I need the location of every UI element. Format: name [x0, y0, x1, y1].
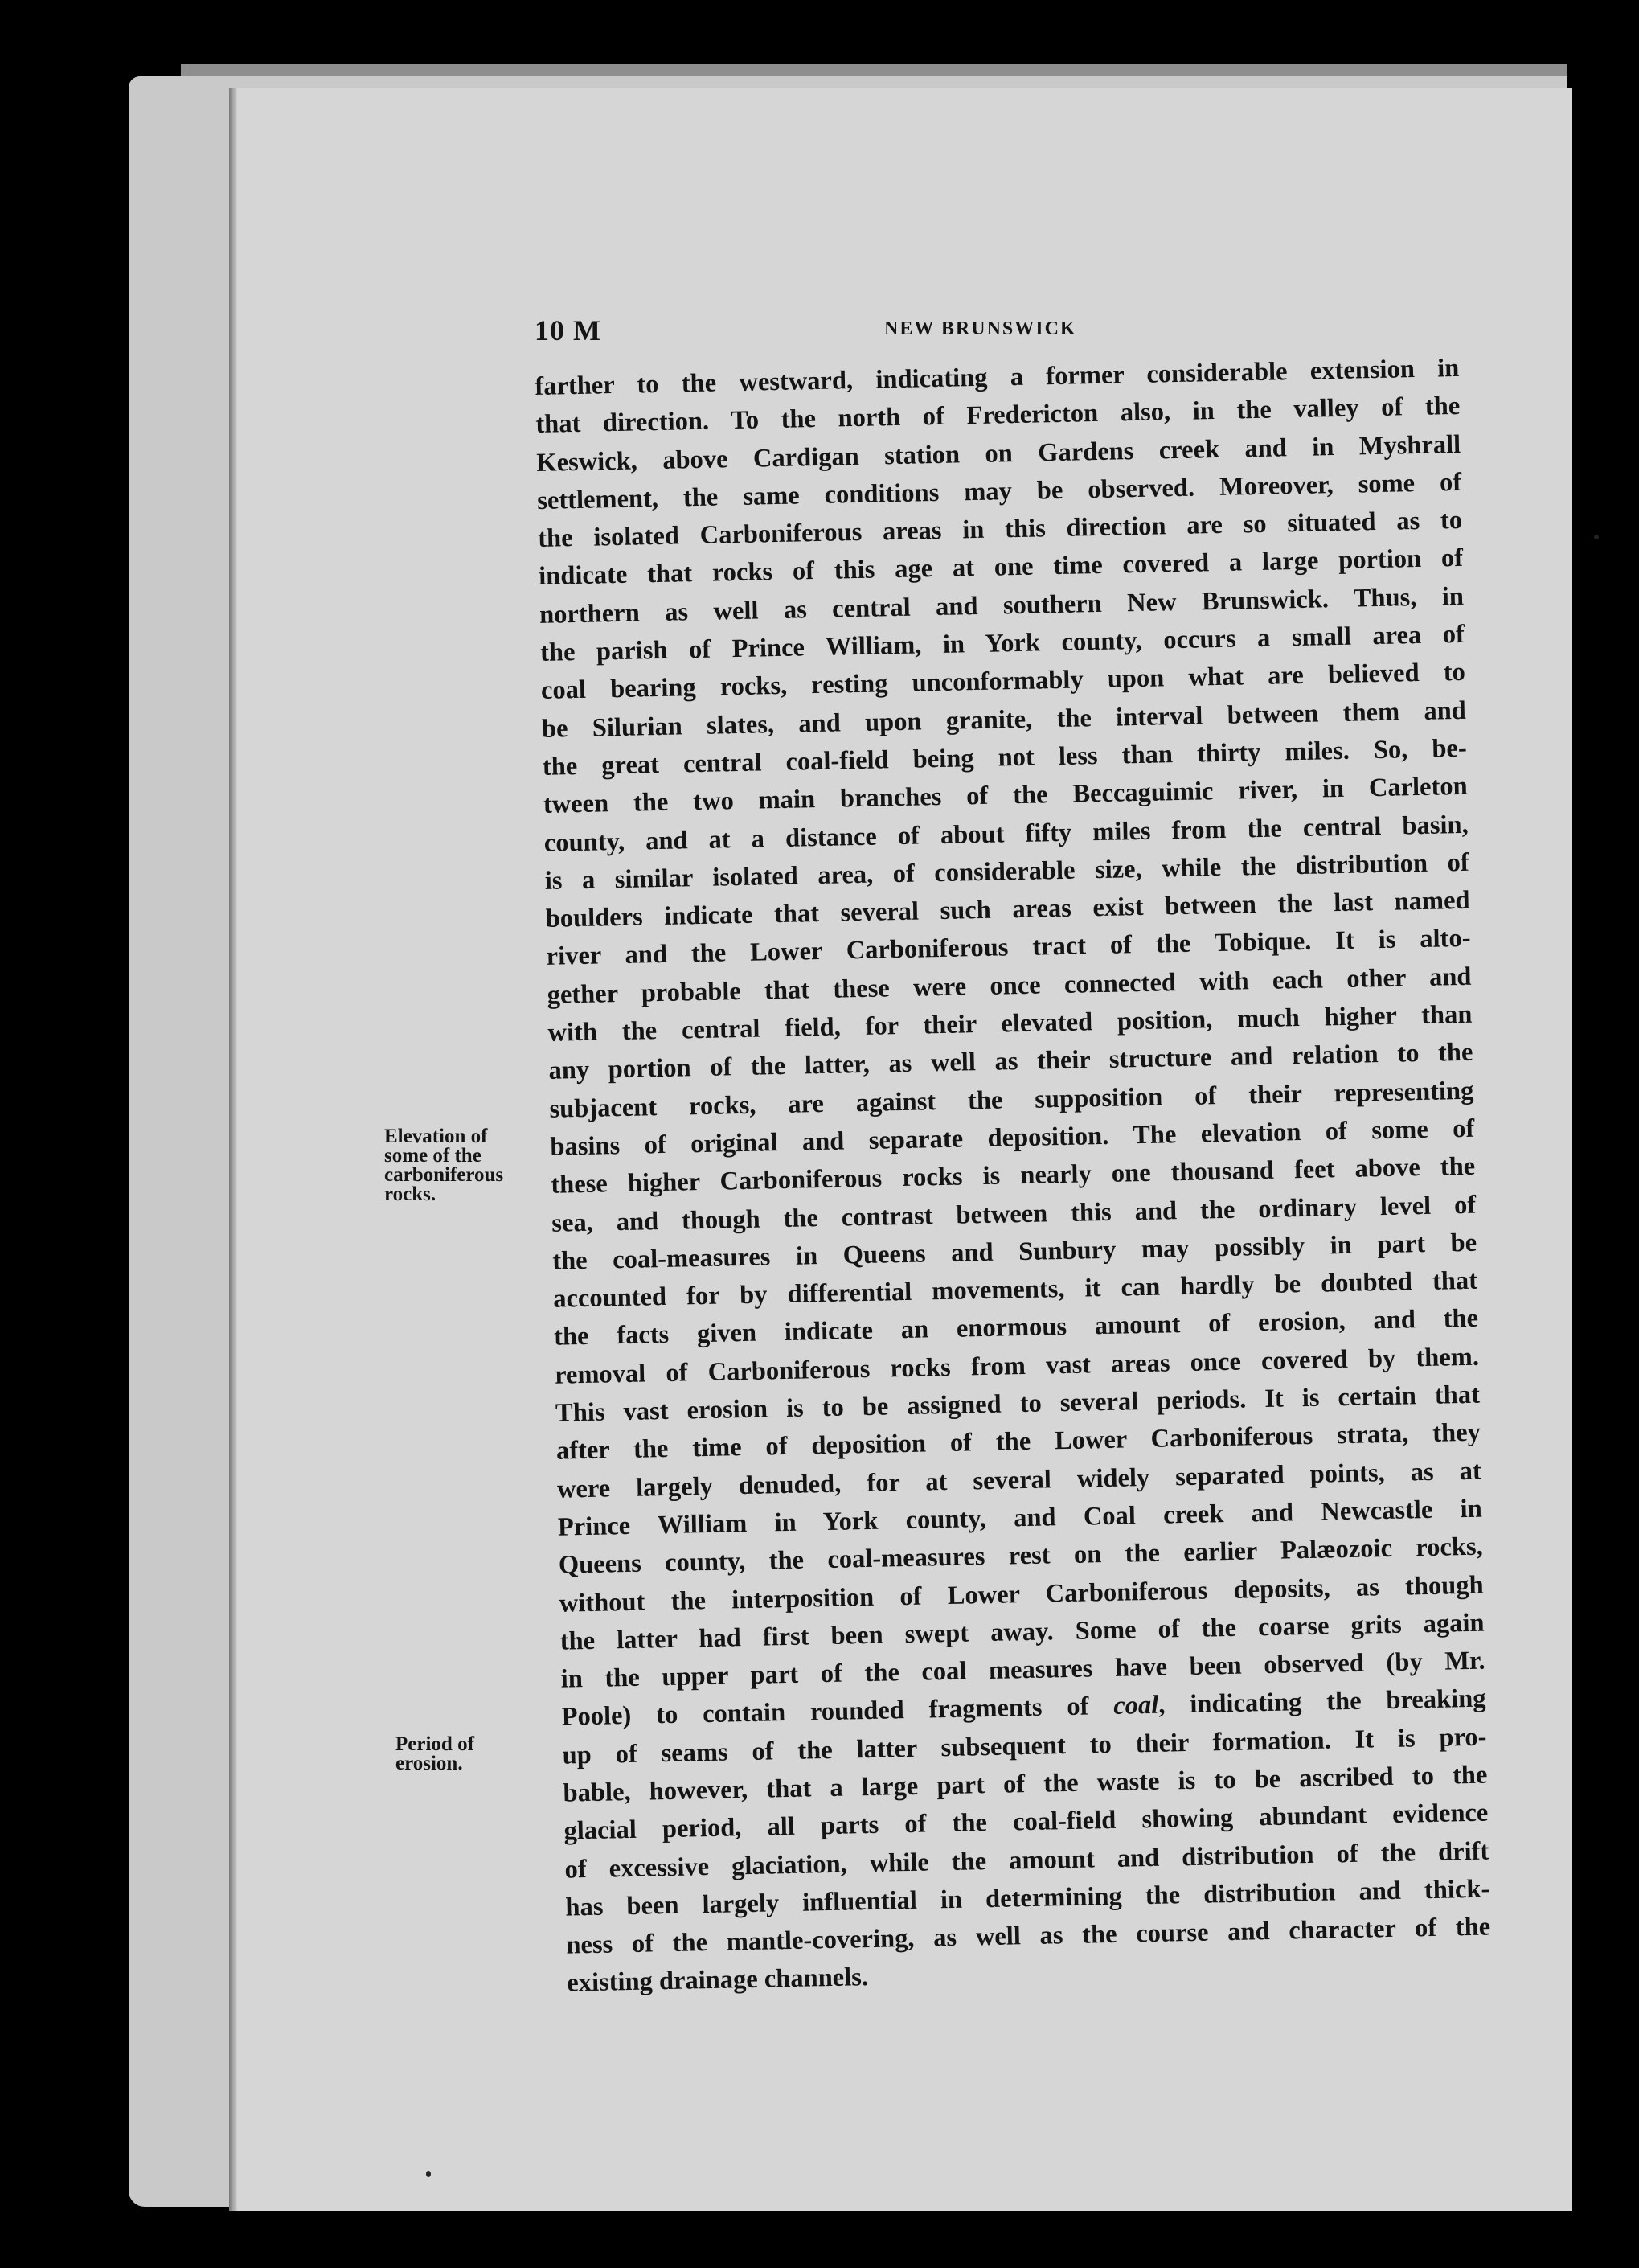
- text-line: tween the two main branches of the Beccaguimic river, in Carleton: [543, 772, 1469, 820]
- text-line: the coal-measures in Queens and Sunbury may possibly in part be: [551, 1228, 1477, 1276]
- margin-note-line: Period of: [395, 1733, 474, 1755]
- text-line: be Silurian slates, and upon granite, the interval between them and: [541, 695, 1467, 744]
- text-line: ness of the mantle-covering, as well as the course and character of the: [566, 1912, 1491, 1960]
- text-line: gether probable that these were once connected with each other and: [547, 962, 1472, 1010]
- margin-note-line: erosion.: [395, 1753, 463, 1774]
- text-line: accounted for by differential movements, it can hardly be doubted that: [552, 1265, 1478, 1314]
- text-line: after the time of deposition of the Lower Carboniferous strata, they: [555, 1417, 1481, 1466]
- text-line: glacial period, all parts of the coal-field showing abundant evidence: [563, 1798, 1489, 1846]
- text-line: these higher Carboniferous rocks is nearly one thousand feet above the: [551, 1151, 1476, 1200]
- text-line: were largely denuded, for at several widely separated points, as at: [556, 1456, 1482, 1504]
- text-line: sea, and though the contrast between this and the ordinary level of: [551, 1190, 1477, 1238]
- margin-note-erosion: [395, 1735, 474, 1774]
- text-line: farther to the westward, indicating a former considerable extension in: [535, 353, 1460, 401]
- text-line: the parish of Prince William, in York county, occurs a small area of: [539, 619, 1465, 668]
- dust-speck: [426, 2171, 431, 2177]
- text-line: Keswick, above Cardigan station on Gardens creek and in Myshrall: [535, 429, 1461, 478]
- page-top-edge: [181, 64, 1567, 77]
- text-line: is a similar isolated area, of considerable size, while the distribution of: [544, 847, 1469, 896]
- text-line: river and the Lower Carboniferous tract of the Tobique. It is alto-: [546, 924, 1471, 972]
- text-line: boulders indicate that several such areas exist between the last named: [545, 885, 1470, 934]
- text-line: the isolated Carboniferous areas in this direction are so situated as to: [537, 506, 1463, 554]
- text-line: Poole) to contain rounded fragments of coal, indicating the breaking: [561, 1684, 1486, 1733]
- text-line: county, and at a distance of about fifty miles from the central basin,: [543, 810, 1469, 858]
- text-line: settlement, the same conditions may be observed. Moreover, some of: [536, 467, 1462, 515]
- text-line: basins of original and separate deposition. The elevation of some of: [550, 1113, 1475, 1162]
- text-line: existing drainage channels.: [566, 1962, 869, 1999]
- margin-note-elevation: [384, 1127, 503, 1204]
- text-line: in the upper part of the coal measures have been observed (by Mr.: [560, 1646, 1485, 1694]
- text-line: the latter had first been swept away. Some of the coarse grits again: [559, 1608, 1485, 1656]
- text-line: northern as well as central and southern New Brunswick. Thus, in: [539, 581, 1465, 630]
- body-paragraph: [535, 350, 1492, 2003]
- page-gutter-shadow: [229, 88, 237, 2211]
- text-line: Prince William in York county, and Coal creek and Newcastle in: [557, 1494, 1483, 1542]
- margin-note-line: rocks.: [384, 1183, 436, 1205]
- text-line: the great central coal-field being not less than thirty miles. So, be-: [542, 733, 1468, 781]
- running-title: NEW BRUNSWICK: [884, 318, 1077, 339]
- text-line: Queens county, the coal-measures rest on the earlier Palæozoic rocks,: [558, 1532, 1484, 1580]
- text-line: up of seams of the latter subsequent to their formation. It is pro-: [562, 1722, 1487, 1770]
- text-line: of excessive glaciation, while the amount and distribution of the drift: [564, 1836, 1489, 1885]
- margin-note-line: carboniferous: [384, 1164, 504, 1186]
- italic-word: coal: [1112, 1691, 1159, 1721]
- margin-note-line: some of the: [384, 1145, 481, 1167]
- text-line: bable, however, that a large part of the waste is to be ascribed to the: [563, 1760, 1488, 1808]
- text-line: This vast erosion is to be assigned to several periods. It is certain that: [555, 1380, 1481, 1428]
- text-line: any portion of the latter, as well as their structure and relation to the: [548, 1038, 1473, 1086]
- text-line: has been largely influential in determining the distribution and thick-: [565, 1874, 1490, 1922]
- text-line: that direction. To the north of Fredericton also, in the valley of the: [535, 392, 1461, 440]
- text-line: subjacent rocks, are against the supposition of their representing: [549, 1076, 1474, 1124]
- text-line: indicate that rocks of this age at one time covered a large portion of: [538, 543, 1464, 592]
- text-line: the facts given indicate an enormous amount of erosion, and the: [553, 1304, 1479, 1352]
- text-line: coal bearing rocks, resting unconformably upon what are believed to: [540, 658, 1466, 706]
- running-head: [535, 314, 1451, 346]
- page-number: 10 M: [535, 314, 601, 347]
- text-line: with the central field, for their elevated position, much higher than: [547, 999, 1473, 1048]
- margin-note-line: Elevation of: [384, 1126, 488, 1147]
- text-line: removal of Carboniferous rocks from vast areas once covered by them.: [554, 1342, 1480, 1390]
- text-line: without the interposition of Lower Carboniferous deposits, as though: [559, 1570, 1484, 1618]
- dust-speck: [1594, 535, 1599, 539]
